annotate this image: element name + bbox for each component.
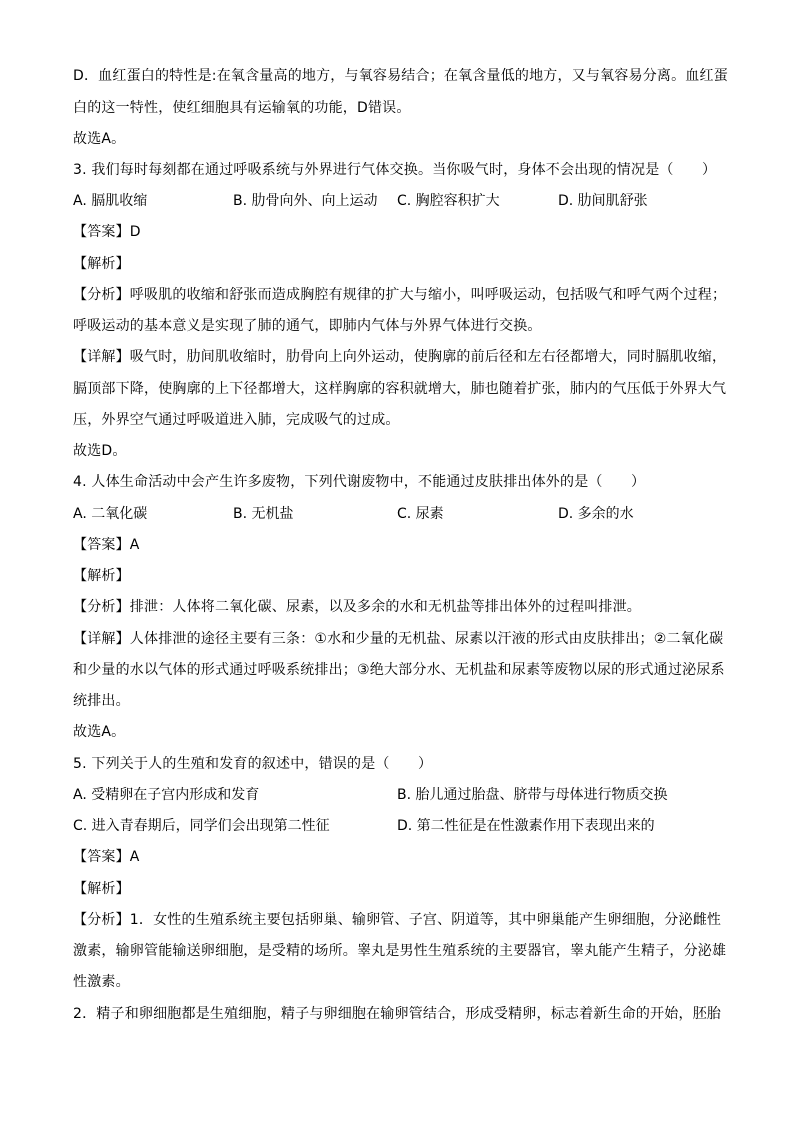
q3-analysis-title: 【解析】 [73, 256, 130, 272]
q3-option-c: C. 胸腔容积扩大 [397, 193, 500, 209]
q4-option-d: D. 多余的水 [558, 506, 634, 522]
q5-option-d: D. 第二性征是在性激素作用下表现出来的 [397, 818, 655, 834]
q4-xiangjie-line2: 和少量的水以气体的形式通过呼吸系统排出；③绝大部分水、无机盐和尿素等废物以尿的形式通过泌尿系 [73, 662, 725, 678]
q3-option-d: D. 肋间肌舒张 [558, 193, 648, 209]
q5-option-b: B. 胎儿通过胎盘、脐带与母体进行物质交换 [397, 787, 668, 803]
q3-answer: 【答案】D [73, 224, 141, 240]
q3-fenxi-line2: 呼吸运动的基本意义是实现了肺的通气，即肺内气体与外界气体进行交换。 [73, 318, 542, 334]
q5-option-a: A. 受精卵在子宫内形成和发育 [73, 787, 260, 803]
q3-fenxi-line1: 【分析】呼吸肌的收缩和舒张而造成胸腔有规律的扩大与缩小，叫呼吸运动，包括吸气和呼气两个过程； [73, 287, 727, 303]
q4-analysis-title: 【解析】 [73, 568, 130, 584]
q4-stem: 4. 人体生命活动中会产生许多废物，下列代谢废物中，不能通过皮肤排出体外的是（ ） [73, 474, 646, 490]
q5-fenxi-line2: 激素，输卵管能输送卵细胞，是受精的场所。睾丸是男性生殖系统的主要器官，睾丸能产生精子，分泌雄 [73, 943, 727, 959]
q5-fenxi-line1: 【分析】1．女性的生殖系统主要包括卵巢、输卵管、子宫、阴道等，其中卵巢能产生卵细胞，分泌雌性 [73, 912, 722, 928]
q2-conclusion: 故选A。 [73, 131, 126, 147]
q4-conclusion: 故选A。 [73, 724, 126, 740]
q3-xiangjie-line1: 【详解】吸气时，肋间肌收缩时，肋骨向上向外运动，使胸廓的前后径和左右径都增大，同时膈肌收缩， [73, 349, 727, 365]
q5-stem: 5. 下列关于人的生殖和发育的叙述中，错误的是（ ） [73, 756, 433, 772]
q5-fenxi-line3: 性激素。 [73, 974, 130, 990]
q3-stem: 3. 我们每时每刻都在通过呼吸系统与外界进行气体交换。当你吸气时，身体不会出现的情况是（ ） [73, 162, 717, 178]
q5-option-c: C. 进入青春期后，同学们会出现第二性征 [73, 818, 330, 834]
q3-option-a: A. 膈肌收缩 [73, 193, 148, 209]
q5-fenxi-line4: 2．精子和卵细胞都是生殖细胞，精子与卵细胞在输卵管结合，形成受精卵，标志着新生命的开始，胚胎 [73, 1006, 722, 1022]
q4-option-c: C. 尿素 [397, 506, 444, 522]
q3-option-b: B. 肋骨向外、向上运动 [233, 193, 378, 209]
q3-xiangjie-line3: 压，外界空气通过呼吸道进入肺，完成吸气的过成。 [73, 412, 400, 428]
q3-conclusion: 故选D。 [73, 443, 127, 459]
q4-option-a: A. 二氧化碳 [73, 506, 148, 522]
q3-xiangjie-line2: 膈顶部下降，使胸廓的上下径都增大，这样胸廓的容积就增大，肺也随着扩张，肺内的气压低于外界大气 [73, 381, 727, 397]
q5-analysis-title: 【解析】 [73, 881, 130, 897]
q5-answer: 【答案】A [73, 849, 140, 865]
q4-fenxi-line1: 【分析】排泄：人体将二氧化碳、尿素，以及多余的水和无机盐等排出体外的过程叫排泄。 [73, 599, 641, 615]
q2-option-d-line1: D．血红蛋白的特性是:在氧含量高的地方，与氧容易结合；在氧含量低的地方，又与氧容易分离。血红蛋 [73, 68, 728, 84]
q2-option-d-line2: 白的这一特性，使红细胞具有运输氧的功能，D错误。 [73, 100, 411, 116]
q4-answer: 【答案】A [73, 537, 140, 553]
q4-xiangjie-line3: 统排出。 [73, 693, 130, 709]
q4-xiangjie-line1: 【详解】人体排泄的途径主要有三条：①水和少量的无机盐、尿素以汗液的形式由皮肤排出；②二氧化碳 [73, 631, 724, 647]
q4-option-b: B. 无机盐 [233, 506, 294, 522]
